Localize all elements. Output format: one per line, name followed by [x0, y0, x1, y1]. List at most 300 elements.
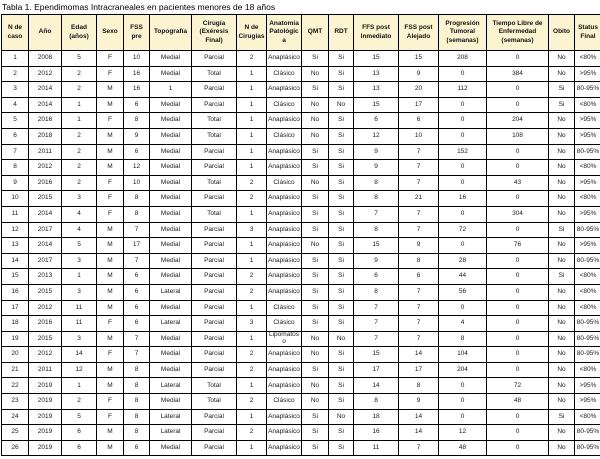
table-cell: F [97, 409, 124, 425]
table-cell: 3 [2, 82, 29, 98]
table-cell: Si [329, 238, 354, 254]
table-title: Tabla 1. Ependimomas Intracraneales en pacientes menores de 18 años [2, 2, 276, 12]
table-cell: 8 [124, 425, 150, 441]
table-cell: Si [329, 347, 354, 363]
table-cell: 4 [2, 97, 29, 113]
table-row [2, 238, 600, 254]
table-cell: M [97, 378, 124, 394]
table-cell: Anaplásico [267, 160, 302, 176]
table-cell: 1 [237, 113, 267, 129]
table-cell: 0 [439, 409, 487, 425]
table-cell: 26 [2, 440, 29, 456]
table-cell: 80-95% [575, 144, 600, 160]
table-cell: <80% [575, 97, 600, 113]
table-cell: 7 [399, 222, 439, 238]
table-row [2, 378, 600, 394]
table-cell: 7 [124, 253, 150, 269]
table-cell: F [97, 316, 124, 332]
table-cell: Lateral [150, 284, 192, 300]
table-cell: 6 [124, 144, 150, 160]
table-cell: Clásico [267, 394, 302, 410]
table-cell: <80% [575, 51, 600, 67]
table-cell: Lateral [150, 316, 192, 332]
table-cell: 10 [124, 51, 150, 67]
table-cell: 4 [62, 222, 97, 238]
table-cell: Medial [150, 253, 192, 269]
table-cell: 23 [2, 394, 29, 410]
table-cell: M [97, 128, 124, 144]
table-cell: Anaplásico [267, 191, 302, 207]
table-cell: 13 [354, 82, 399, 98]
table-cell: 2 [237, 362, 267, 378]
table-cell: No [549, 378, 575, 394]
table-cell: Parcial [192, 222, 237, 238]
table-cell: 15 [354, 97, 399, 113]
table-cell: Anaplásico [267, 269, 302, 285]
table-cell: 9 [399, 394, 439, 410]
table-cell: Si [329, 316, 354, 332]
table-cell: 72 [439, 222, 487, 238]
table-cell: Parcial [192, 316, 237, 332]
table-row [2, 206, 600, 222]
table-cell: 7 [399, 316, 439, 332]
table-cell: 2014 [29, 206, 62, 222]
table-cell: No [302, 394, 329, 410]
table-cell: No [549, 331, 575, 347]
table-cell: <80% [575, 160, 600, 176]
table-cell: 2 [237, 175, 267, 191]
table-cell: No [549, 394, 575, 410]
table-cell: Parcial [192, 440, 237, 456]
table-cell: 11 [62, 316, 97, 332]
table-cell: 1 [237, 82, 267, 98]
table-cell: Parcial [192, 253, 237, 269]
table-cell: 2 [237, 191, 267, 207]
table-cell: F [97, 394, 124, 410]
table-row [2, 284, 600, 300]
table-cell: 15 [354, 238, 399, 254]
table-cell: 0 [439, 113, 487, 129]
table-cell: 108 [487, 128, 549, 144]
table-cell: M [97, 362, 124, 378]
table-cell: 2016 [29, 316, 62, 332]
table-cell: 14 [399, 425, 439, 441]
table-cell: 5 [62, 51, 97, 67]
table-cell: 2 [237, 394, 267, 410]
table-cell: 18 [2, 316, 29, 332]
table-cell: Parcial [192, 284, 237, 300]
table-cell: 11 [2, 206, 29, 222]
table-cell: >95% [575, 175, 600, 191]
table-cell: 76 [487, 238, 549, 254]
table-cell: >95% [575, 66, 600, 82]
table-cell: 0 [439, 378, 487, 394]
table-cell: 8 [439, 331, 487, 347]
table-cell: No [549, 144, 575, 160]
table-cell: Lateral [150, 378, 192, 394]
table-cell: Parcial [192, 97, 237, 113]
table-cell: 3 [62, 191, 97, 207]
table-cell: 1 [62, 269, 97, 285]
table-cell: No [549, 66, 575, 82]
table-cell: Clásico [267, 97, 302, 113]
table-cell: 1 [237, 206, 267, 222]
table-cell: 2 [237, 284, 267, 300]
table-cell: No [302, 378, 329, 394]
table-cell: 14 [62, 347, 97, 363]
table-cell: Medial [150, 269, 192, 285]
table-cell: 1 [237, 238, 267, 254]
table-cell: 0 [487, 409, 549, 425]
table-cell: 208 [439, 51, 487, 67]
table-cell: 0 [487, 284, 549, 300]
table-cell: 2011 [29, 144, 62, 160]
table-cell: 48 [439, 440, 487, 456]
table-cell: <80% [575, 362, 600, 378]
table-cell: 2017 [29, 222, 62, 238]
table-cell: 10 [399, 128, 439, 144]
table-cell: 7 [399, 300, 439, 316]
table-cell: No [549, 175, 575, 191]
column-header: N de Cirugías [237, 15, 267, 51]
table-cell: 2 [62, 160, 97, 176]
ependimomas-table [1, 14, 600, 456]
table-cell: 8 [124, 378, 150, 394]
table-cell: Parcial [192, 347, 237, 363]
table-cell: Anaplásico [267, 253, 302, 269]
table-cell: Parcial [192, 409, 237, 425]
table-cell: 2016 [29, 175, 62, 191]
table-cell: Clásico [267, 66, 302, 82]
table-cell: 1 [237, 128, 267, 144]
table-cell: 204 [439, 362, 487, 378]
table-cell: 8 [124, 362, 150, 378]
table-cell: No [549, 347, 575, 363]
table-cell: No [302, 331, 329, 347]
table-cell: Anaplásico [267, 206, 302, 222]
table-cell: 4 [439, 316, 487, 332]
table-cell: 1 [62, 97, 97, 113]
table-cell: F [97, 191, 124, 207]
table-cell: Si [329, 222, 354, 238]
table-cell: No [549, 425, 575, 441]
table-cell: 2015 [29, 331, 62, 347]
table-cell: No [302, 128, 329, 144]
column-header: Status Final [575, 15, 600, 51]
table-cell: 16 [2, 284, 29, 300]
table-cell: M [97, 284, 124, 300]
table-cell: 80-95% [575, 82, 600, 98]
table-cell: Total [192, 378, 237, 394]
table-cell: Medial [150, 362, 192, 378]
table-cell: 7 [399, 160, 439, 176]
table-cell: 2 [62, 144, 97, 160]
table-row [2, 440, 600, 456]
table-cell: 2019 [29, 409, 62, 425]
table-cell: Total [192, 113, 237, 129]
table-cell: 8 [354, 284, 399, 300]
table-cell: Anaplásico [267, 284, 302, 300]
column-header: Progresión Tumoral (semanas) [439, 15, 487, 51]
table-cell: 21 [2, 362, 29, 378]
table-cell: 0 [487, 97, 549, 113]
table-cell: 8 [124, 191, 150, 207]
table-cell: 384 [487, 66, 549, 82]
table-row [2, 394, 600, 410]
table-cell: Parcial [192, 269, 237, 285]
table-cell: 7 [399, 206, 439, 222]
table-cell: 16 [354, 425, 399, 441]
column-header: Cirugía (Exéresis Final) [192, 15, 237, 51]
table-row [2, 97, 600, 113]
table-cell: F [97, 206, 124, 222]
table-cell: 17 [399, 97, 439, 113]
table-cell: 12 [124, 160, 150, 176]
table-cell: 2018 [29, 128, 62, 144]
table-cell: Parcial [192, 144, 237, 160]
table-cell: 2 [62, 82, 97, 98]
table-cell: >95% [575, 128, 600, 144]
table-cell: 0 [487, 316, 549, 332]
table-cell: 8 [124, 206, 150, 222]
table-cell: 204 [487, 113, 549, 129]
table-cell: 0 [439, 66, 487, 82]
table-cell: 2015 [29, 284, 62, 300]
table-cell: 7 [354, 206, 399, 222]
table-cell: 6 [62, 425, 97, 441]
table-cell: 0 [487, 269, 549, 285]
table-cell: 17 [399, 362, 439, 378]
table-cell: Medial [150, 113, 192, 129]
table-cell: 8 [354, 222, 399, 238]
table-cell: 6 [124, 97, 150, 113]
table-row [2, 160, 600, 176]
table-cell: 72 [487, 378, 549, 394]
table-cell: M [97, 238, 124, 254]
table-body [2, 51, 600, 456]
table-cell: 1 [62, 378, 97, 394]
table-cell: 7 [354, 331, 399, 347]
table-cell: 6 [124, 440, 150, 456]
table-cell: 43 [487, 175, 549, 191]
table-cell: 11 [62, 300, 97, 316]
table-cell: Clásico [267, 316, 302, 332]
table-cell: Parcial [192, 51, 237, 67]
column-header: Obito [549, 15, 575, 51]
table-cell: Anaplásico [267, 425, 302, 441]
table-cell: Si [329, 82, 354, 98]
column-header: Topografía [150, 15, 192, 51]
table-cell: F [97, 51, 124, 67]
table-cell: Si [302, 440, 329, 456]
table-cell: Medial [150, 66, 192, 82]
table-row [2, 175, 600, 191]
table-cell: No [302, 113, 329, 129]
header-row [2, 15, 600, 51]
table-cell: 2014 [29, 238, 62, 254]
table-cell: Si [329, 206, 354, 222]
table-cell: Si [329, 394, 354, 410]
table-cell: Anaplásico [267, 238, 302, 254]
table-cell: Si [302, 425, 329, 441]
table-cell: 9 [354, 160, 399, 176]
table-cell: Si [302, 316, 329, 332]
table-cell: Medial [150, 238, 192, 254]
table-cell: 1 [237, 253, 267, 269]
table-cell: 8 [399, 253, 439, 269]
column-header: Tiempo Libre de Enfermedad (semanas) [487, 15, 549, 51]
table-cell: 7 [2, 144, 29, 160]
table-cell: No [549, 160, 575, 176]
table-cell: 80-95% [575, 316, 600, 332]
table-cell: 7 [124, 347, 150, 363]
table-cell: Si [329, 191, 354, 207]
table-cell: 0 [439, 175, 487, 191]
table-cell: 3 [62, 253, 97, 269]
table-cell: 9 [354, 253, 399, 269]
table-row [2, 191, 600, 207]
table-cell: 0 [487, 160, 549, 176]
table-cell: No [549, 51, 575, 67]
table-cell: Si [549, 269, 575, 285]
table-cell: 2015 [29, 191, 62, 207]
table-cell: 8 [124, 113, 150, 129]
table-cell: 2012 [29, 160, 62, 176]
table-cell: 8 [354, 394, 399, 410]
table-row [2, 66, 600, 82]
table-cell: 9 [354, 144, 399, 160]
table-cell: 2008 [29, 51, 62, 67]
table-cell: M [97, 425, 124, 441]
table-cell: 10 [124, 175, 150, 191]
table-cell: 8 [2, 160, 29, 176]
table-cell: Si [302, 191, 329, 207]
table-cell: 4 [62, 206, 97, 222]
table-cell: 2014 [29, 82, 62, 98]
table-cell: 12 [354, 128, 399, 144]
table-cell: 16 [124, 66, 150, 82]
table-cell: Si [549, 222, 575, 238]
table-row [2, 144, 600, 160]
table-cell: 0 [439, 206, 487, 222]
table-cell: 1 [237, 331, 267, 347]
table-cell: Total [192, 206, 237, 222]
table-cell: 0 [487, 331, 549, 347]
table-cell: Si [329, 440, 354, 456]
table-cell: <80% [575, 191, 600, 207]
table-cell: 2013 [29, 269, 62, 285]
table-cell: Si [329, 51, 354, 67]
table-cell: 0 [487, 253, 549, 269]
table-cell: 304 [487, 206, 549, 222]
table-cell: 6 [399, 269, 439, 285]
table-cell: 2012 [29, 347, 62, 363]
table-row [2, 128, 600, 144]
table-cell: 0 [439, 97, 487, 113]
table-cell: 0 [439, 160, 487, 176]
table-cell: No [329, 331, 354, 347]
table-cell: 20 [399, 82, 439, 98]
table-cell: 0 [439, 300, 487, 316]
table-cell: Anaplásico [267, 113, 302, 129]
table-cell: 7 [124, 222, 150, 238]
table-cell: 2019 [29, 440, 62, 456]
table-cell: Anaplásico [267, 378, 302, 394]
table-cell: Parcial [192, 160, 237, 176]
table-cell: 1 [237, 160, 267, 176]
table-cell: 7 [354, 316, 399, 332]
column-header: Edad (años) [62, 15, 97, 51]
table-cell: 7 [354, 300, 399, 316]
table-cell: Si [329, 269, 354, 285]
table-cell: No [302, 97, 329, 113]
table-cell: No [549, 316, 575, 332]
table-cell: Parcial [192, 362, 237, 378]
table-cell: 1 [237, 300, 267, 316]
table-cell: 0 [439, 128, 487, 144]
column-header: RDT [329, 15, 354, 51]
table-cell: 0 [487, 425, 549, 441]
table-cell: Medial [150, 144, 192, 160]
table-cell: M [97, 331, 124, 347]
table-cell: Anaplásico [267, 440, 302, 456]
table-cell: 8 [124, 394, 150, 410]
table-cell: M [97, 253, 124, 269]
table-cell: No [549, 300, 575, 316]
table-cell: 152 [439, 144, 487, 160]
table-cell: F [97, 66, 124, 82]
table-row [2, 362, 600, 378]
table-cell: Total [192, 128, 237, 144]
table-cell: 24 [2, 409, 29, 425]
table-cell: Medial [150, 222, 192, 238]
table-cell: 7 [399, 144, 439, 160]
table-cell: 80-95% [575, 222, 600, 238]
table-cell: M [97, 440, 124, 456]
column-header: QMT [302, 15, 329, 51]
table-cell: Medial [150, 128, 192, 144]
table-cell: Si [302, 362, 329, 378]
table-cell: 17 [354, 362, 399, 378]
table-cell: 48 [487, 394, 549, 410]
table-cell: 15 [399, 51, 439, 67]
table-cell: 15 [354, 347, 399, 363]
table-cell: 2 [237, 347, 267, 363]
table-cell: 2 [237, 425, 267, 441]
table-cell: 2014 [29, 97, 62, 113]
table-cell: 1 [237, 97, 267, 113]
table-cell: <80% [575, 269, 600, 285]
table-cell: Si [329, 253, 354, 269]
table-cell: Si [329, 300, 354, 316]
table-cell: 6 [124, 300, 150, 316]
table-cell: 12 [2, 222, 29, 238]
table-cell: Anaplásico [267, 51, 302, 67]
table-cell: 2 [237, 269, 267, 285]
table-cell: 21 [399, 191, 439, 207]
table-row [2, 425, 600, 441]
table-cell: 1 [2, 51, 29, 67]
table-cell: 1 [62, 113, 97, 129]
table-cell: 25 [2, 425, 29, 441]
table-cell: No [302, 238, 329, 254]
table-cell: 28 [439, 253, 487, 269]
column-header: Sexo [97, 15, 124, 51]
table-cell: Clásico [267, 175, 302, 191]
table-cell: No [549, 253, 575, 269]
table-cell: 5 [2, 113, 29, 129]
table-cell: 6 [124, 316, 150, 332]
